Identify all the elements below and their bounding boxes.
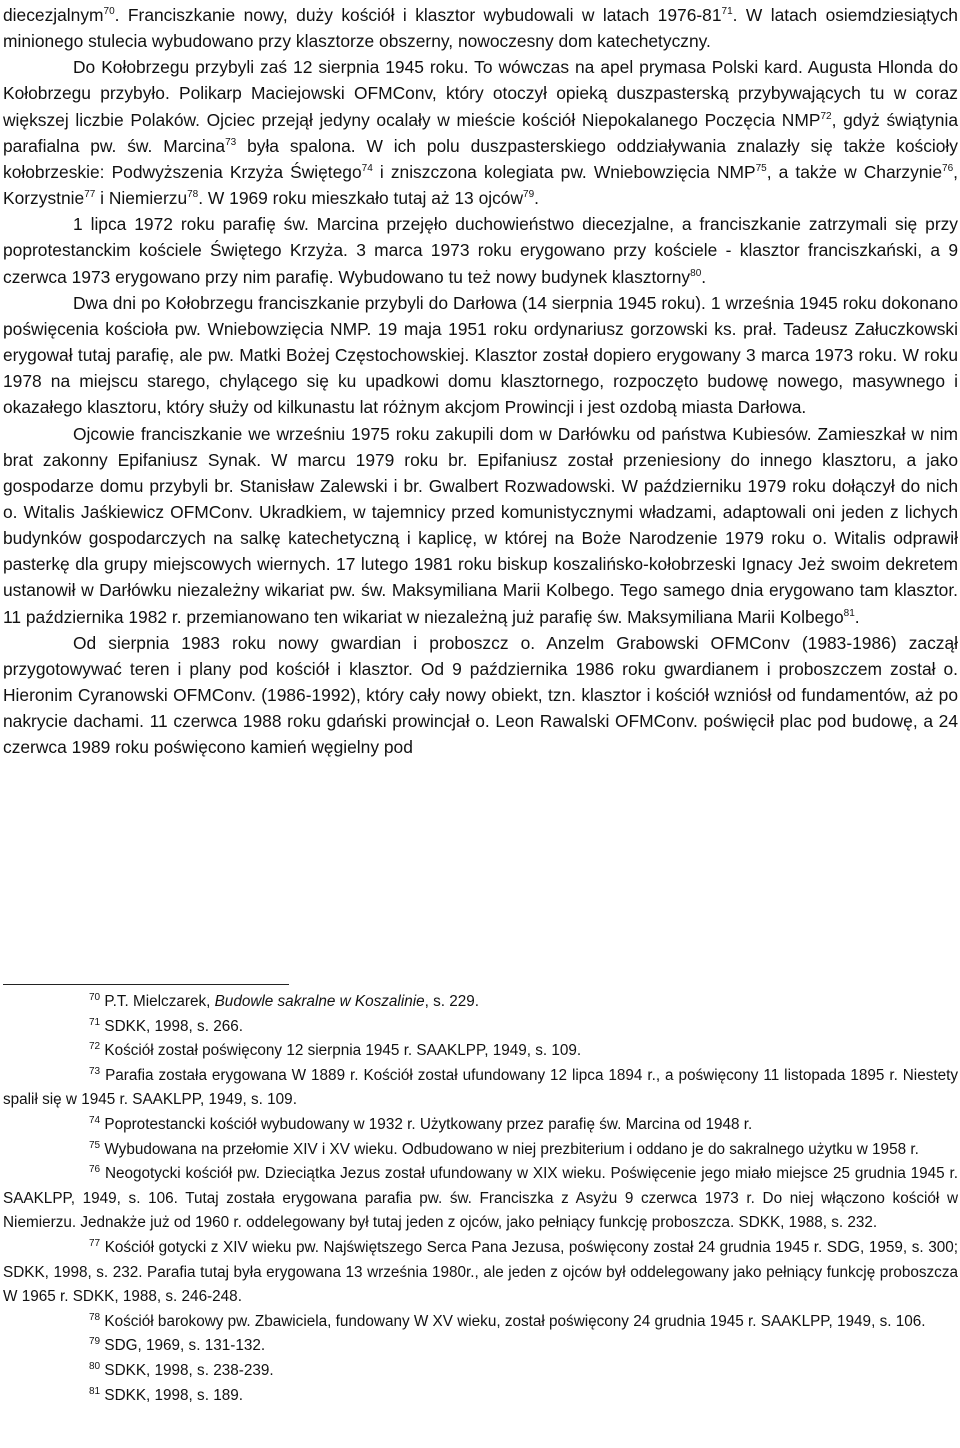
footnote-73 <box>3 1064 958 1113</box>
text-run: Ojcowie franciszkanie we wrześniu 1975 roku zakupili dom w Darłówku od państwa Kubiesów. Zamieszkał w nim brat zakonny Epifaniusz Synak. W marcu 1979 roku br. Epifaniusz został przeniesiony do innego klasztoru, a jako gospodarze domu przybyli br. Stanisław Zalewski i br. Gwalbert Rozwadowski. W październiku 1979 roku dołączył do nich o. Witalis Jaśkiewicz OFMConv. Ukradkiem, w tajemnicy przed komunistycznymi władzami, adaptowali oni jeden z lichych budynków gospodarczych na salkę katechetyczną i kaplicę, w której na Boże Narodzenie 1979 roku o. Witalis odprawił pasterkę dla grupy miejscowych wiernych. 17 lutego 1981 roku biskup koszalińsko-kołobrzeski Ignacy Jeż swoim dekretem ustanowił w Darłówku niezależny wikariat pw. św. Maksymiliana Marii Kolbego. Tego samego dnia erygowano tam klasztor. 11 października 1982 r. przemianowano ten wikariat w niezależną już parafię św. Maksymiliana Marii Kolbego <box>3 423 958 627</box>
footnote-ref-80[interactable]: 80 <box>690 267 702 279</box>
footnote-text: Kościół został poświęcony 12 sierpnia 1945 r. SAAKLPP, 1949, s. 109. <box>104 1042 582 1060</box>
footnote-ref-79[interactable]: 79 <box>523 189 535 201</box>
text-run: . <box>701 266 707 287</box>
footnote-number: 74 <box>89 1114 101 1126</box>
text-run: . W latach osiemdziesiątych minionego stulecia wybudowano przy klasztorze obszerny, nowoczesny dom katechetyczny. <box>3 5 958 52</box>
footnote-text: Kościół gotycki z XIV wieku pw. Najświętszego Serca Pana Jezusa, poświęcony został 24 grudnia 1945 r. SDG, 1959, s. 300; SDKK, 1998, s. 232. Parafia tutaj była erygowana 13 września 1980r., ale jeden z ojców był oddelegowany jako pełniący funkcję proboszcza W 1965 r. SDKK, 1988, s. 246-248. <box>3 1238 958 1306</box>
footnote-ref-76[interactable]: 76 <box>942 162 954 174</box>
footnote-text: Wybudowana na przełomie XIV i XV wieku. Odbudowano w niej prezbiterium i oddano je do sakralnego użytku w 1958 r. <box>104 1140 919 1158</box>
paragraph-3 <box>3 211 958 289</box>
text-run: , Korzystnie <box>3 161 958 209</box>
footnote-number: 70 <box>89 992 101 1003</box>
text-run: Do Kołobrzegu przybyli zaś 12 sierpnia 1945 roku. To wówczas na apel prymasa Polski kard. Augusta Hlonda do Kołobrzegu przybyło. Polikarp Maciejowski OFMConv, który otoczył opieką duszpasterską przybywających tu w coraz większej liczbie Polaków. Ojciec przejął jedyny ocalały w mieście kościół Niepokalanego Poczęcia NMP <box>3 57 958 130</box>
footnote-text: , s. 229. <box>424 993 480 1010</box>
footnote-ref-81[interactable]: 81 <box>843 607 855 619</box>
footnote-text: SDKK, 1998, s. 189. <box>104 1386 243 1404</box>
footnote-79 <box>3 1334 958 1359</box>
paragraph-6: Od sierpnia 1983 roku nowy gwardian i proboszcz o. Anzelm Grabowski OFMConv (1983-1986) zaczął przygotowywać teren i plany pod kościół i klasztor. Od 9 października 1986 roku gwardianem i proboszczem został o. Hieronim Cyranowski OFMConv. (1986-1992), który cały nowy obiekt, tzn. klasztor i kościół wzniósł od fundamentów, aż po nakrycie dachami. 11 czerwca 1988 roku gdański prowincjał o. Leon Rawalski OFMConv. poświęcił plac pod budowę, a 24 czerwca 1989 roku poświęcono kamień węgielny pod <box>3 632 958 758</box>
footnote-number: 78 <box>89 1311 101 1323</box>
footnote-number: 76 <box>89 1164 101 1176</box>
footnote-text: P.T. Mielczarek, <box>104 993 215 1010</box>
footnote-text: SDG, 1969, s. 131-132. <box>104 1337 266 1355</box>
text-run: była spalona. W ich polu duszpasterskiego oddziaływania znalazły się także kościoły kołobrzeskie: Podwyższenia Krzyża Świętego <box>3 135 958 182</box>
footnote-70 <box>3 990 958 1015</box>
text-run: diecezjalnym <box>3 5 104 25</box>
footnote-ref-78[interactable]: 78 <box>187 189 199 201</box>
text-run: , a także w Charzynie <box>766 161 943 182</box>
footnote-72 <box>3 1039 958 1064</box>
paragraph-2 <box>3 54 958 211</box>
footnote-number: 79 <box>89 1336 101 1348</box>
text-run: i zniszczona kolegiata pw. Wniebowzięcia NMP <box>372 161 756 182</box>
footnote-number: 77 <box>89 1237 101 1249</box>
text-run: . <box>534 188 539 209</box>
text-run: 1 lipca 1972 roku parafię św. Marcina przejęło duchowieństwo diecezjalne, a franciszkanie zatrzymali się przy poprotestanckim kościele Świętego Krzyża. 3 marca 1973 roku erygowano przy kościele - klasztor franciszkański, a 9 czerwca 1973 erygowano przy nim parafię. Wybudowano tu też nowy budynek klasztorny <box>3 214 958 287</box>
footnote-80 <box>3 1359 958 1384</box>
footnote-title: Budowle sakralne w Koszalinie <box>214 993 425 1010</box>
paragraph-4: Dwa dni po Kołobrzegu franciszkanie przybyli do Darłowa (14 sierpnia 1945 roku). 1 września 1945 roku dokonano poświęcenia kościoła pw. Wniebowzięcia NMP. 19 maja 1951 roku ordynariusz gorzowski ks. prał. Tadeusz Załuczkowski erygował tutaj parafię, ale pw. Matki Bożej Częstochowskiej. Klasztor został dopiero erygowany 3 marca 1973 roku. W roku 1978 na miejscu starego, chylącego się ku upadkowi domu klasztornego, rozpoczęto budowę nowego, masywnego i okazałego klasztoru, który służy od kilkunastu lat różnym akcjom Prowincji i jest ozdobą miasta Darłowa. <box>3 292 958 418</box>
text-run: . <box>854 606 860 627</box>
footnote-text: Poprotestancki kościół wybudowany w 1932 r. Użytkowany przez parafię św. Marcina od 1948 r. <box>104 1115 753 1133</box>
footnote-78 <box>3 1310 958 1335</box>
main-text <box>3 2 958 761</box>
text-run: , gdyż świątynia parafialna pw. św. Marcina <box>3 109 958 156</box>
footnote-text: Parafia została erygowana W 1889 r. Kościół został ufundowany 12 lipca 1894 r., a poświęcony 11 listopada 1895 r. Niestety spalił się w 1945 r. SAAKLPP, 1949, s. 109. <box>3 1066 959 1109</box>
footnote-ref-74[interactable]: 74 <box>361 162 373 174</box>
footnote-71 <box>3 1015 958 1040</box>
paragraph-5 <box>3 421 958 630</box>
footnote-77 <box>3 1236 958 1310</box>
footnote-text: SDKK, 1998, s. 266. <box>104 1017 243 1035</box>
footnote-text: Neogotycki kościół pw. Dzieciątka Jezus został ufundowany w XIX wieku. Poświęcenie jego miało miejsce 25 grudnia 1945 r. SAAKLPP, 1949, s. 106. Tutaj została erygowana parafia pw. św. Franciszka z Asyżu 9 czerwca 1973 r. Do niej włączono kościół w Niemierzu. Jednakże już od 1960 r. oddelegowany był tutaj jeden z ojców, jako pełniący funkcję proboszcza. SDKK, 1988, s. 232. <box>3 1165 959 1232</box>
footnote-number: 71 <box>89 1016 101 1028</box>
footnote-separator <box>3 984 289 985</box>
footnote-76 <box>3 1162 958 1236</box>
text-run: . W 1969 roku mieszkało tutaj aż 13 ojców <box>198 188 524 209</box>
paragraph-1 <box>3 2 958 54</box>
footnote-75 <box>3 1138 958 1163</box>
footnote-81 <box>3 1384 958 1409</box>
footnote-ref-73[interactable]: 73 <box>225 136 237 148</box>
footnote-ref-75[interactable]: 75 <box>755 162 767 174</box>
footnote-number: 73 <box>89 1065 101 1077</box>
text-run: i Niemierzu <box>95 188 188 209</box>
footnote-text: SDKK, 1998, s. 238-239. <box>104 1361 274 1379</box>
footnote-74 <box>3 1113 958 1138</box>
footnote-number: 81 <box>89 1385 101 1397</box>
footnote-ref-72[interactable]: 72 <box>820 110 832 122</box>
footnote-ref-70[interactable]: 70 <box>103 6 115 17</box>
footnote-number: 80 <box>89 1360 101 1372</box>
footnote-number: 72 <box>89 1041 101 1053</box>
text-run: . Franciszkanie nowy, duży kościół i klasztor wybudowali w latach 1976-81 <box>114 5 722 25</box>
footnote-number: 75 <box>89 1139 101 1151</box>
footnote-ref-71[interactable]: 71 <box>721 6 733 17</box>
footnote-text: Kościół barokowy pw. Zbawiciela, fundowany W XV wieku, został poświęcony 24 grudnia 1945 r. SAAKLPP, 1949, s. 106. <box>104 1312 926 1330</box>
footnotes <box>3 990 958 1408</box>
footnote-ref-77[interactable]: 77 <box>84 189 96 201</box>
